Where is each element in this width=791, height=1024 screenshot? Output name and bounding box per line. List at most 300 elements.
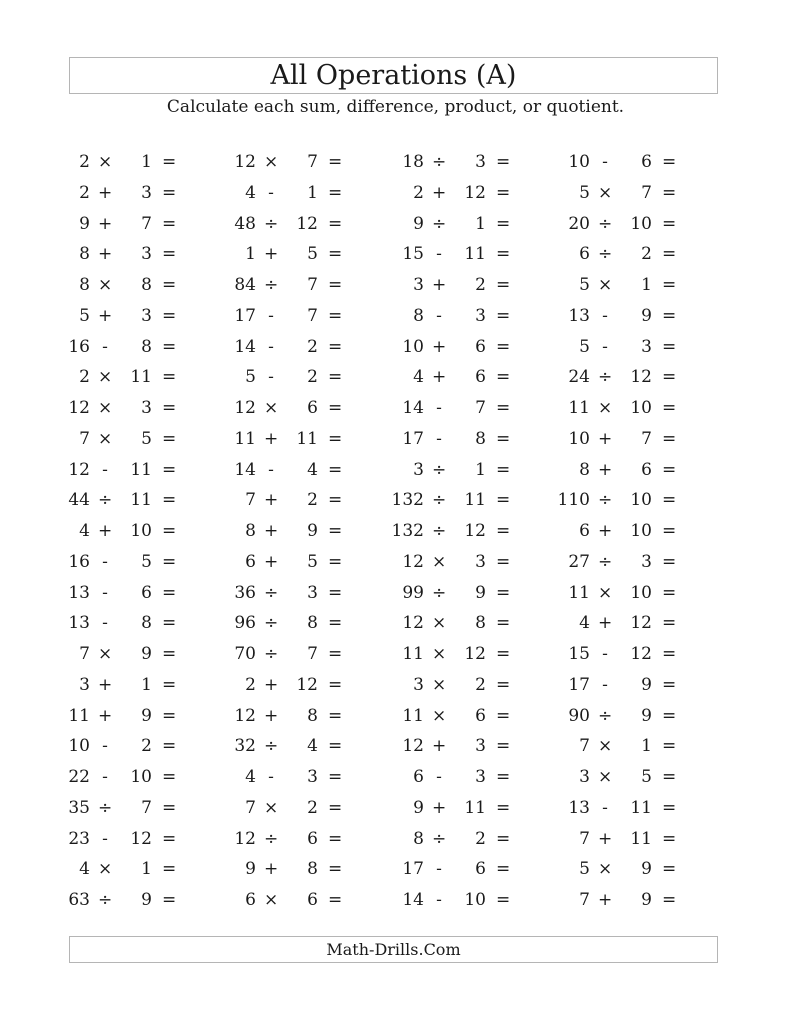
equals-sign: = [662,213,677,234]
equals-sign: = [328,398,343,418]
operand-a: 12 [234,705,256,726]
operator: × [98,152,113,172]
operand-a: 2 [245,674,256,695]
operand-b: 1 [475,459,486,480]
operator: × [264,152,279,172]
operator: ÷ [432,213,447,234]
equals-sign: = [662,490,677,511]
operand-b: 8 [307,613,318,634]
operator: + [598,428,613,449]
operand-a: 4 [79,521,90,541]
equals-sign: = [162,674,177,695]
equals-sign: = [496,613,511,634]
equals-sign: = [496,367,511,388]
operand-a: 63 [68,890,90,910]
operand-a: 110 [557,490,590,511]
equals-sign: = [496,644,511,664]
operator: ÷ [432,459,447,480]
operand-b: 1 [141,859,152,880]
equals-sign: = [496,767,511,787]
operand-a: 14 [402,398,424,418]
operand-b: 8 [141,613,152,634]
equals-sign: = [328,582,343,603]
equals-sign: = [162,275,177,295]
operand-a: 10 [402,336,424,357]
operand-b: 12 [296,674,318,695]
operand-b: 3 [475,551,486,572]
operand-a: 6 [579,521,590,541]
operand-a: 132 [391,490,424,511]
operator: ÷ [98,797,113,818]
equals-sign: = [162,336,177,357]
operator: + [98,244,113,265]
operand-b: 2 [307,797,318,818]
equals-sign: = [496,213,511,234]
operator: + [264,521,279,541]
operand-a: 15 [402,244,424,265]
operand-b: 6 [307,398,318,418]
equals-sign: = [328,305,343,326]
operand-a: 35 [68,797,90,818]
operand-b: 6 [307,828,318,849]
equals-sign: = [496,182,511,203]
operand-b: 1 [641,275,652,295]
operand-b: 3 [307,767,318,787]
operator: ÷ [432,828,447,849]
operand-a: 8 [579,459,590,480]
operand-b: 5 [307,551,318,572]
operand-b: 7 [141,213,152,234]
equals-sign: = [328,244,343,265]
operand-b: 6 [475,859,486,880]
operand-b: 6 [475,336,486,357]
operand-a: 15 [568,644,590,664]
operand-a: 8 [245,521,256,541]
equals-sign: = [328,644,343,664]
operand-a: 3 [413,275,424,295]
operand-a: 17 [568,674,590,695]
equals-sign: = [162,182,177,203]
operand-b: 1 [307,182,318,203]
operand-a: 14 [234,459,256,480]
operator: - [102,828,108,849]
operand-b: 7 [641,182,652,203]
operand-b: 10 [630,521,652,541]
footer-box [69,936,718,963]
operand-a: 9 [413,797,424,818]
equals-sign: = [328,152,343,172]
problem-columns [0,147,791,917]
operand-a: 5 [579,336,590,357]
equals-sign: = [662,428,677,449]
operand-a: 14 [402,890,424,910]
operator: × [98,367,113,388]
instructions: Calculate each sum, difference, product, or quotient. [166,97,625,117]
operator: - [102,582,108,603]
operand-b: 11 [130,490,152,511]
operator: + [598,890,613,910]
operand-a: 7 [579,890,590,910]
operand-a: 12 [402,736,424,757]
equals-sign: = [162,613,177,634]
operator: - [602,644,608,664]
operand-a: 5 [79,305,90,326]
operand-b: 3 [641,551,652,572]
operator: - [102,767,108,787]
operator: ÷ [264,582,279,603]
operator: + [98,305,113,326]
operand-a: 3 [413,459,424,480]
operand-b: 2 [641,244,652,265]
operator: + [598,828,613,849]
equals-sign: = [662,305,677,326]
equals-sign: = [662,828,677,849]
operand-b: 10 [630,213,652,234]
operator: - [102,459,108,480]
operator: × [98,644,113,664]
operator: + [264,428,279,449]
operator: - [436,244,442,265]
operator: × [598,182,613,203]
equals-sign: = [162,398,177,418]
operand-a: 7 [79,644,90,664]
operand-b: 12 [630,367,652,388]
operator: × [432,551,447,572]
operand-b: 9 [307,521,318,541]
operand-b: 9 [641,859,652,880]
equals-sign: = [496,674,511,695]
operand-a: 96 [234,613,256,634]
operator: × [98,859,113,880]
equals-sign: = [662,275,677,295]
operand-b: 9 [641,674,652,695]
operator: - [436,890,442,910]
worksheet-title: All Operations (A) [270,60,517,91]
equals-sign: = [328,674,343,695]
operand-a: 44 [68,490,90,511]
operand-b: 11 [464,490,486,511]
operator: - [268,767,274,787]
operand-b: 7 [641,428,652,449]
equals-sign: = [162,521,177,541]
equals-sign: = [496,582,511,603]
operand-a: 27 [568,551,590,572]
operator: × [432,644,447,664]
operand-a: 7 [79,428,90,449]
operand-a: 16 [68,551,90,572]
operand-b: 4 [307,459,318,480]
operator: × [432,674,447,695]
operator: + [598,521,613,541]
operand-a: 14 [234,336,256,357]
operand-b: 9 [141,890,152,910]
equals-sign: = [662,736,677,757]
operator: × [98,275,113,295]
operator: + [432,736,447,757]
operand-b: 9 [641,705,652,726]
operator: + [598,613,613,634]
equals-sign: = [162,428,177,449]
operator: ÷ [264,213,279,234]
operator: × [264,890,279,910]
operand-a: 90 [568,705,590,726]
operand-b: 3 [475,736,486,757]
operand-a: 6 [413,767,424,787]
operator: + [98,521,113,541]
operator: × [264,398,279,418]
operand-b: 7 [141,797,152,818]
equals-sign: = [328,859,343,880]
equals-sign: = [662,182,677,203]
operand-b: 10 [630,398,652,418]
operator: ÷ [98,490,113,511]
operand-a: 2 [79,182,90,203]
operand-a: 132 [391,521,424,541]
operand-b: 6 [641,152,652,172]
equals-sign: = [162,213,177,234]
equals-sign: = [662,644,677,664]
operand-a: 4 [413,367,424,388]
operand-a: 6 [245,551,256,572]
operand-b: 6 [475,705,486,726]
equals-sign: = [496,828,511,849]
equals-sign: = [162,644,177,664]
equals-sign: = [328,736,343,757]
operand-b: 12 [630,613,652,634]
equals-sign: = [496,275,511,295]
operand-a: 6 [579,244,590,265]
operator: ÷ [264,613,279,634]
operand-a: 24 [568,367,590,388]
operand-a: 8 [79,275,90,295]
operand-a: 11 [568,582,590,603]
equals-sign: = [496,859,511,880]
operand-a: 18 [402,152,424,172]
operator: × [598,767,613,787]
operand-a: 12 [234,152,256,172]
operand-b: 5 [641,767,652,787]
operand-b: 9 [141,644,152,664]
operand-b: 6 [141,582,152,603]
equals-sign: = [662,521,677,541]
operator: - [268,336,274,357]
operand-b: 10 [464,890,486,910]
operator: + [98,213,113,234]
operand-a: 4 [245,182,256,203]
operand-b: 11 [630,828,652,849]
operand-b: 8 [307,859,318,880]
equals-sign: = [328,890,343,910]
operand-b: 5 [307,244,318,265]
operator: - [268,459,274,480]
operator: ÷ [264,275,279,295]
operand-b: 6 [475,367,486,388]
operator: ÷ [598,705,613,726]
operand-b: 8 [475,428,486,449]
equals-sign: = [328,613,343,634]
operand-b: 8 [141,336,152,357]
operand-b: 5 [141,551,152,572]
operand-a: 13 [68,613,90,634]
operand-b: 1 [141,674,152,695]
operand-b: 11 [130,367,152,388]
operand-a: 10 [568,428,590,449]
operator: ÷ [432,152,447,172]
equals-sign: = [662,890,677,910]
operand-b: 2 [307,367,318,388]
equals-sign: = [328,428,343,449]
operand-a: 5 [245,367,256,388]
equals-sign: = [496,490,511,511]
operator: + [264,551,279,572]
equals-sign: = [662,797,677,818]
operand-a: 3 [579,767,590,787]
equals-sign: = [662,767,677,787]
equals-sign: = [662,859,677,880]
operand-a: 5 [579,859,590,880]
operand-a: 10 [568,152,590,172]
operand-a: 5 [579,275,590,295]
operator: + [264,244,279,265]
operator: + [598,459,613,480]
equals-sign: = [328,797,343,818]
operator: - [268,367,274,388]
operator: - [602,305,608,326]
operator: - [102,736,108,757]
operand-a: 7 [579,736,590,757]
equals-sign: = [162,705,177,726]
operand-a: 9 [413,213,424,234]
operand-b: 12 [630,644,652,664]
equals-sign: = [162,828,177,849]
operator: + [98,182,113,203]
equals-sign: = [496,428,511,449]
equals-sign: = [162,859,177,880]
operand-a: 8 [413,305,424,326]
operator: - [436,305,442,326]
operand-b: 11 [464,244,486,265]
operand-b: 3 [141,182,152,203]
footer-credit: Math-Drills.Com [326,940,461,959]
operand-a: 8 [413,828,424,849]
operand-a: 32 [234,736,256,757]
equals-sign: = [162,459,177,480]
operand-b: 3 [141,244,152,265]
operand-a: 11 [402,644,424,664]
equals-sign: = [662,582,677,603]
operand-b: 12 [464,644,486,664]
operand-b: 12 [296,213,318,234]
operand-b: 3 [475,767,486,787]
operand-b: 10 [630,582,652,603]
equals-sign: = [328,828,343,849]
equals-sign: = [496,305,511,326]
equals-sign: = [162,305,177,326]
operand-b: 3 [475,152,486,172]
operand-a: 84 [234,275,256,295]
equals-sign: = [496,398,511,418]
equals-sign: = [162,152,177,172]
operand-b: 9 [641,890,652,910]
operand-b: 9 [141,705,152,726]
operand-a: 12 [234,828,256,849]
operand-b: 12 [464,182,486,203]
equals-sign: = [162,890,177,910]
operand-b: 9 [475,582,486,603]
operand-b: 11 [296,428,318,449]
operand-a: 12 [234,398,256,418]
operand-a: 36 [234,582,256,603]
operand-a: 1 [245,244,256,265]
operand-b: 7 [307,275,318,295]
operator: - [268,182,274,203]
operand-a: 70 [234,644,256,664]
equals-sign: = [328,275,343,295]
operand-b: 10 [130,767,152,787]
operand-a: 17 [402,859,424,880]
operand-a: 4 [245,767,256,787]
equals-sign: = [662,613,677,634]
operand-b: 12 [464,521,486,541]
operator: - [102,336,108,357]
operator: × [98,428,113,449]
operand-b: 10 [630,490,652,511]
operand-b: 3 [307,582,318,603]
operand-b: 3 [141,398,152,418]
equals-sign: = [662,551,677,572]
equals-sign: = [162,367,177,388]
equals-sign: = [496,244,511,265]
operator: + [264,490,279,511]
operand-a: 17 [402,428,424,449]
equals-sign: = [162,797,177,818]
operand-b: 11 [130,459,152,480]
operator: × [598,736,613,757]
equals-sign: = [662,705,677,726]
operator: - [602,797,608,818]
equals-sign: = [162,244,177,265]
operator: × [598,582,613,603]
operand-b: 1 [475,213,486,234]
operand-a: 10 [68,736,90,757]
operand-a: 16 [68,336,90,357]
equals-sign: = [662,367,677,388]
operand-b: 1 [141,152,152,172]
operator: × [432,705,447,726]
operand-b: 7 [307,152,318,172]
operator: - [102,551,108,572]
operand-b: 5 [141,428,152,449]
operand-a: 7 [245,490,256,511]
operand-b: 9 [641,305,652,326]
operator: - [602,336,608,357]
operand-a: 11 [234,428,256,449]
equals-sign: = [662,674,677,695]
operand-b: 2 [141,736,152,757]
equals-sign: = [496,705,511,726]
operand-a: 5 [579,182,590,203]
operand-a: 6 [245,890,256,910]
equals-sign: = [328,367,343,388]
equals-sign: = [162,736,177,757]
operator: ÷ [598,367,613,388]
operator: - [268,305,274,326]
operand-a: 7 [245,797,256,818]
operator: + [264,859,279,880]
equals-sign: = [496,152,511,172]
operator: + [98,705,113,726]
equals-sign: = [496,459,511,480]
